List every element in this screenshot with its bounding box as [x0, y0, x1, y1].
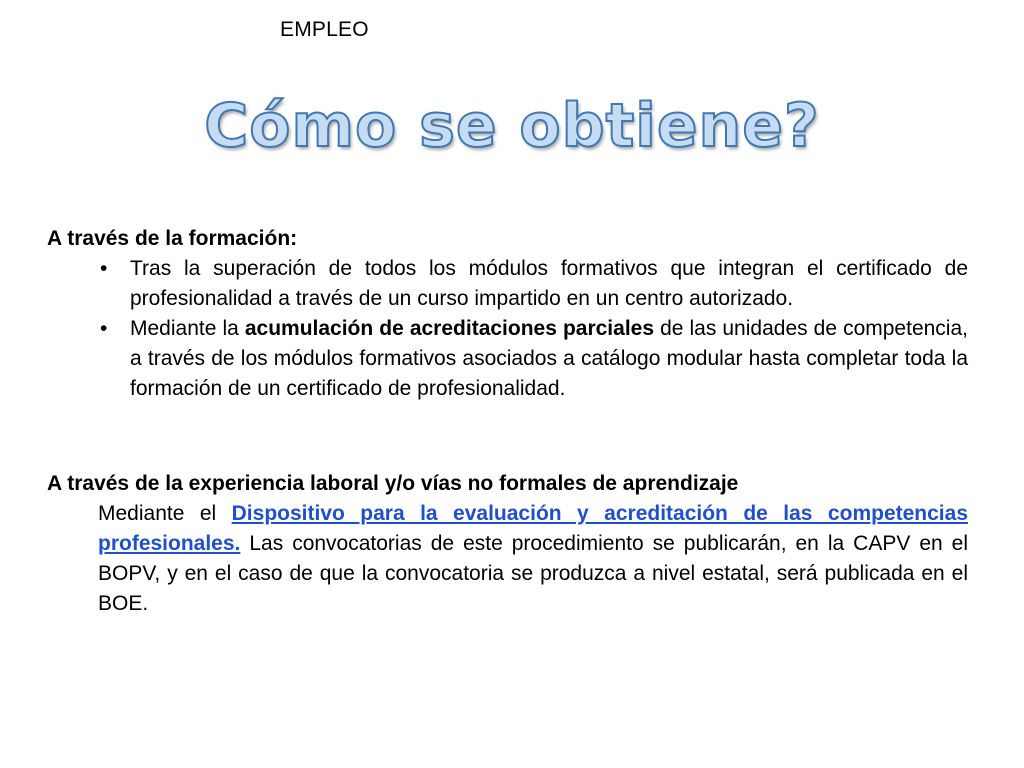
bullet-list — [100, 254, 968, 404]
bullet-text-pre: Mediante la — [130, 317, 245, 340]
paragraph-text-post: Las convocatorias de este procedimiento se publicarán, en la CAPV en el BOPV, y en el caso de que la convocatoria se produzca a nivel estatal, será publicada en el BOE. — [98, 532, 968, 615]
bullet-icon: • — [100, 317, 108, 340]
list-item — [100, 254, 968, 314]
section-heading-experiencia: A través de la experiencia laboral y/o vías no formales de aprendizaje — [47, 472, 739, 495]
bullet-text-post: de las unidades de competencia, a través de los módulos formativos asociados a catálogo modular hasta completar toda la formación de un certificado de profesionalidad. — [130, 317, 968, 400]
section-heading-formacion: A través de la formación: — [47, 227, 298, 250]
bullet-text: Tras la superación de todos los módulos formativos que integran el certificado de profesionalidad a través de un curso impartido en un centro autorizado. — [130, 257, 968, 310]
bullet-icon: • — [100, 257, 108, 280]
experience-paragraph — [98, 499, 968, 619]
header-label: EMPLEO — [280, 18, 369, 41]
paragraph-text-pre: Mediante el — [98, 502, 232, 525]
bullet-text-bold: acumulación de acreditaciones parciales — [244, 317, 655, 340]
list-item — [100, 314, 968, 404]
dispositivo-link[interactable]: Dispositivo para la evaluación y acreditación de las competencias profesionales. — [98, 502, 968, 555]
slide-title: Cómo se obtiene? — [204, 91, 820, 161]
